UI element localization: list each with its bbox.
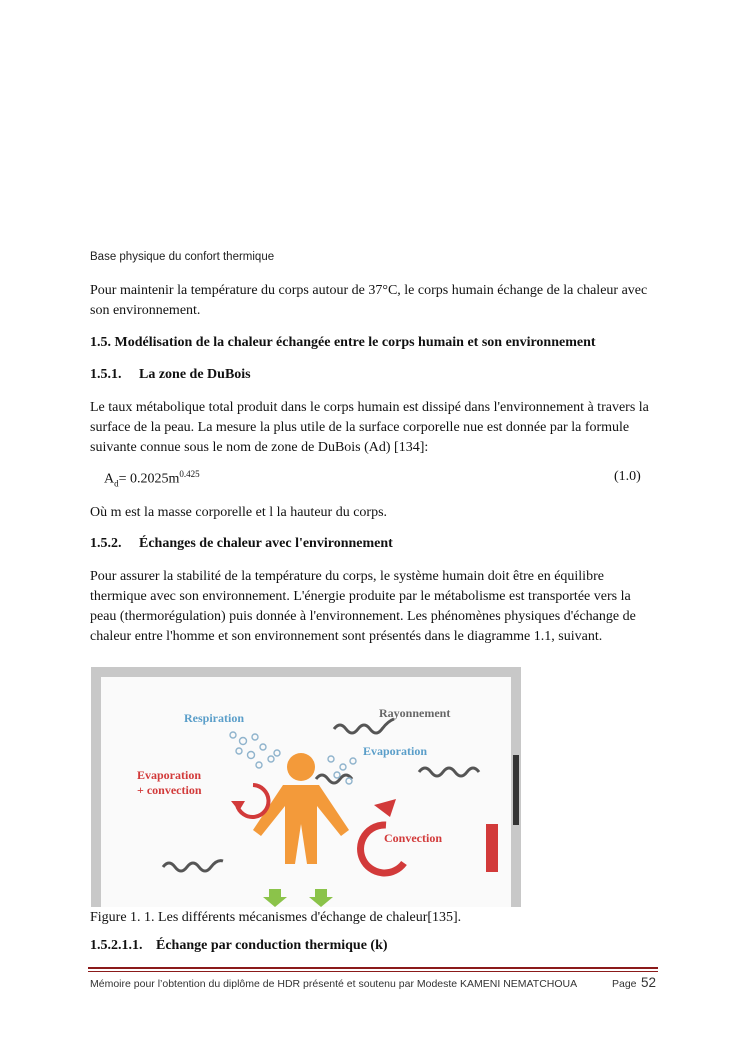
page-number: 52	[641, 975, 657, 990]
footer-rule	[88, 967, 658, 969]
label-rayonnement: Rayonnement	[379, 706, 451, 720]
running-header: Base physique du confort thermique	[90, 251, 275, 263]
paragraph-intro: Pour maintenir la température du corps autour de 37°C, le corps humain échange de la chaleur avec son environnement.	[90, 283, 648, 318]
section-title: Échange par conduction thermique (k)	[156, 938, 388, 953]
equation-dubois	[104, 469, 200, 488]
figure-caption: Figure 1. 1. Les différents mécanismes d'échange de chaleur[135].	[90, 910, 462, 925]
label-respiration: Respiration	[184, 711, 244, 725]
footer-rule-thin	[88, 971, 658, 972]
section-heading-1-5: 1.5. Modélisation de la chaleur échangée entre le corps humain et son environnement	[90, 335, 596, 350]
radiator-shape	[486, 824, 498, 872]
page-label: Page	[612, 978, 637, 990]
section-number: 1.5.2.1.1.	[90, 938, 143, 953]
section-number: 1.5.1.	[90, 367, 122, 382]
label-evaporation-convection-2: + convection	[137, 783, 202, 797]
equation-exponent: 0.425	[179, 469, 200, 479]
label-evaporation-convection-1: Evaporation	[137, 768, 202, 782]
section-number: 1.5.2.	[90, 536, 122, 551]
equation-rhs: = 0.2025m	[118, 471, 180, 487]
label-convection: Convection	[384, 831, 442, 845]
section-heading-1-5-2-1-1	[90, 938, 388, 954]
label-evaporation: Evaporation	[363, 744, 428, 758]
equation-subscript: d	[114, 478, 119, 489]
paragraph-mass: Où m est la masse corporelle et l la hauteur du corps.	[90, 505, 388, 520]
equation-lhs: A	[104, 471, 115, 487]
heat-exchange-figure	[91, 667, 521, 907]
paragraph-dubois: Le taux métabolique total produit dans le corps humain est dissipé dans l'environnement à travers la surface de la peau. La mesure la plus utile de la surface corporelle nue est donnée par la formule suivante connue sous le nom de zone de DuBois (Ad) [134]:	[90, 400, 649, 455]
footer-text: Mémoire pour l’obtention du diplôme de HDR présenté et soutenu par Modeste KAMENI NEMATCHOUA	[90, 978, 578, 990]
paragraph-exchanges: Pour assurer la stabilité de la température du corps, le système humain doit être en équilibre thermique avec son environnement. L'énergie produite par le métabolisme est transportée vers la peau (thermorégulation) puis donnée à l'environnement. Les phénomènes physiques d'échange de chaleur entre l'homme et son environnement sont présentés dans le diagramme 1.1, suivant.	[90, 569, 636, 644]
section-title: Échanges de chaleur avec l'environnement	[139, 536, 393, 551]
section-heading-1-5-2	[90, 536, 393, 552]
section-title: La zone de DuBois	[139, 367, 251, 382]
equation-number: (1.0)	[614, 469, 641, 484]
section-heading-1-5-1	[90, 367, 251, 383]
